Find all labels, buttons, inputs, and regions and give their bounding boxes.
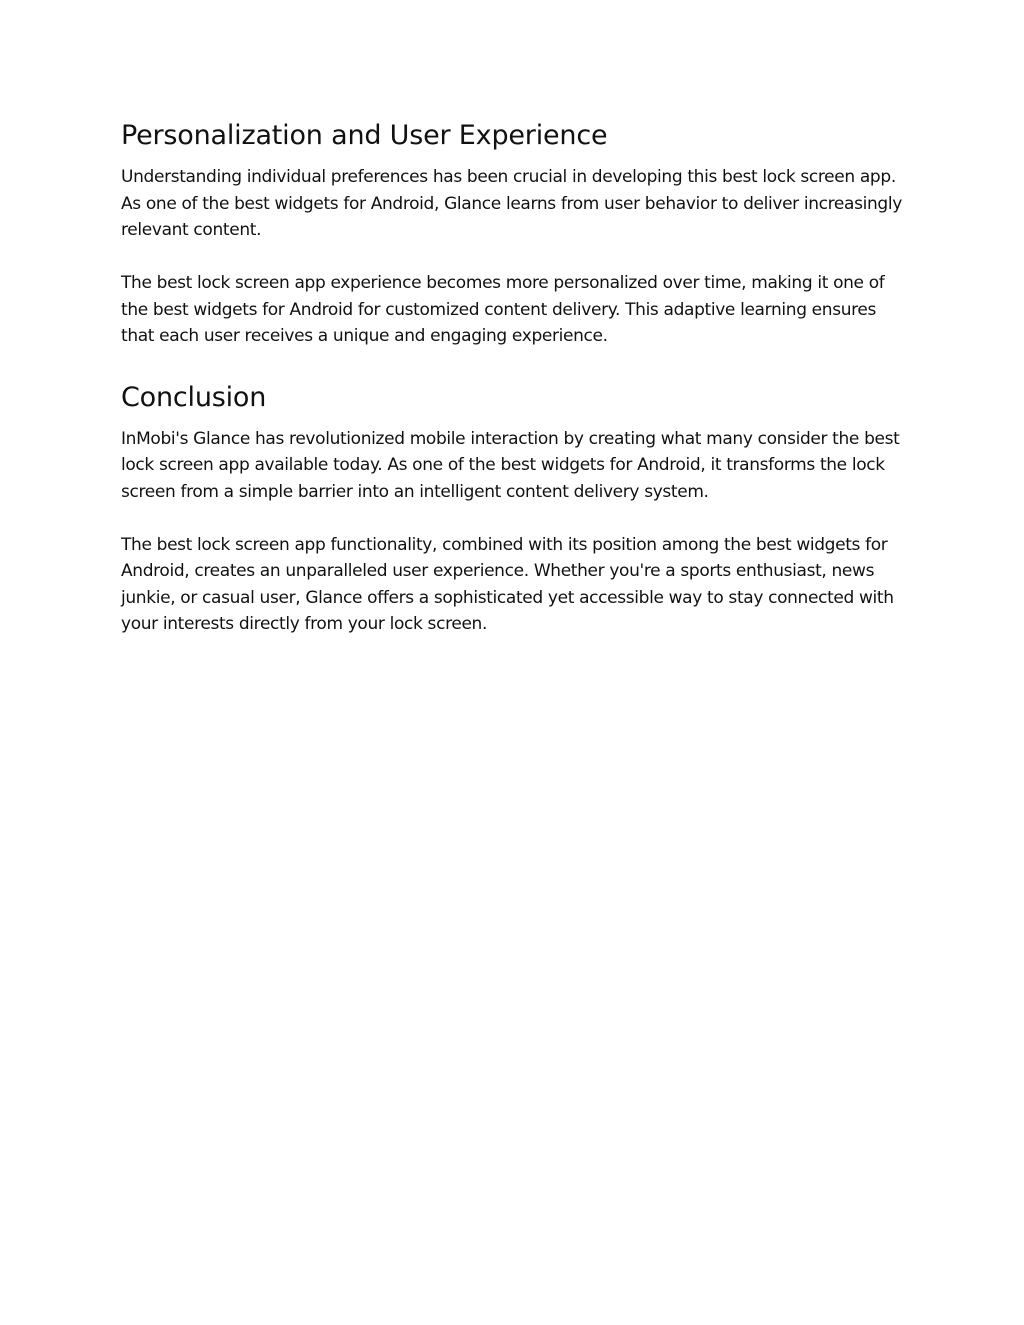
section-spacer — [121, 350, 911, 380]
paragraph-conclusion-2: The best lock screen app functionality, combined with its position among the best widgets for Android, creates an unparalleled user experience. Whether you're a sports enthusiast, news junkie, or casual user, Glance offers a sophisticated yet accessible way to stay connected with your interests directly from your lock screen. — [121, 534, 894, 634]
paragraph-spacer — [121, 505, 911, 532]
paragraph-personalization-1: Understanding individual preferences has been crucial in developing this best lock screen app. As one of the best widgets for Android, Glance learns from user behavior to deliver increasingly relevant content. — [121, 167, 902, 240]
paragraph-conclusion-1: InMobi's Glance has revolutionized mobile interaction by creating what many consider the best lock screen app available today. As one of the best widgets for Android, it transforms the lock screen from a simple barrier into an intelligent content delivery system. — [121, 428, 900, 502]
paragraph-spacer — [121, 244, 911, 271]
paragraph-personalization-2: The best lock screen app experience becomes more personalized over time, making it one of the best widgets for Android for customized content delivery. This adaptive learning ensures that each user receives a unique and engaging experience. — [121, 273, 885, 346]
document-page — [121, 118, 911, 638]
section-heading-conclusion: Conclusion — [121, 381, 267, 413]
section-heading-personalization: Personalization and User Experience — [121, 120, 608, 151]
